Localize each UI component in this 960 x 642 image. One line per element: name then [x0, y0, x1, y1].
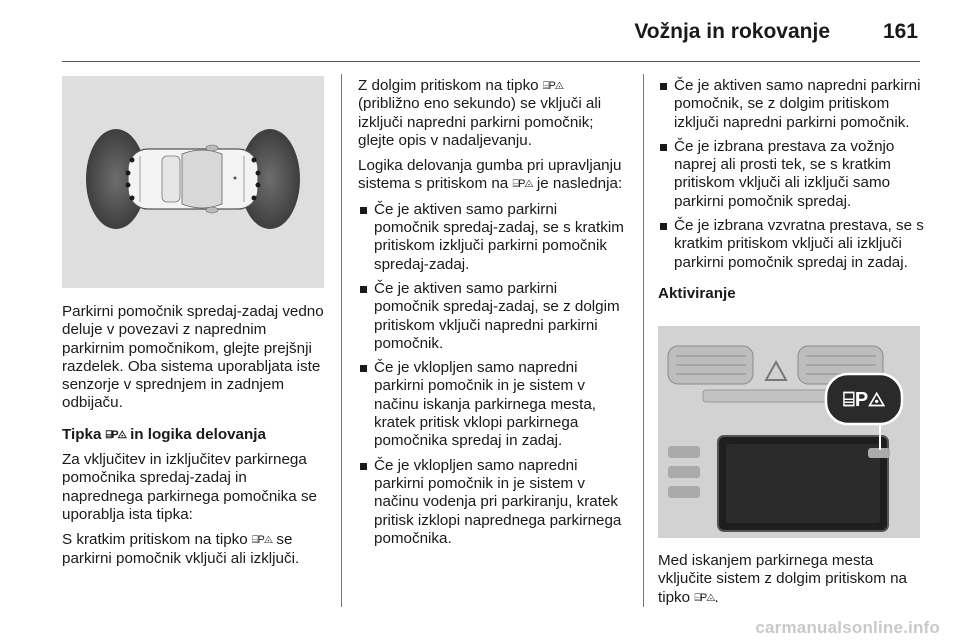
dashboard-button-illustration — [658, 326, 920, 538]
park-assist-button-icon: ⌸P◬ — [842, 389, 886, 411]
column-1-text — [62, 303, 330, 575]
section-heading-activation: Aktiviranje — [658, 284, 736, 302]
logic-bullet-list — [358, 201, 626, 548]
page-number: 161 — [882, 20, 918, 43]
dashboard-svg — [658, 326, 920, 538]
list-item: Če je aktiven samo parkirni pomočnik spredaj-zadaj, se z dolgim pritiskom vključi napredni parkirni pomočnik. — [358, 280, 626, 353]
header-rule — [62, 61, 920, 62]
long-press-paragraph: Z dolgim pritiskom na tipko ⌸P◬ (približno eno sekundo) se vključi ali izključi napredni parkirni pomočnik; glejte opis v nadaljevanju. — [358, 77, 602, 149]
list-item: Če je aktiven samo napredni parkirni pomočnik, se z dolgim pritiskom izključi napredni parkirni pomočnik. — [658, 77, 924, 132]
intro-paragraph: Parkirni pomočnik spredaj-zadaj vedno deluje v povezavi z naprednim parkirnim pomočnikom, glejte prejšnji razdelek. Oba sistema uporabljata iste senzorje v sprednjem in zadnjem odbijaču. — [62, 303, 324, 412]
park-assist-button-icon: ⌸P◬ — [105, 428, 126, 441]
section-heading-button-logic: Tipka ⌸P◬ in logika delovanja — [62, 425, 266, 443]
watermark: carmanualsonline.info — [755, 618, 940, 637]
car-body — [128, 145, 258, 213]
list-item: Če je aktiven samo parkirni pomočnik spredaj-zadaj, se s kratkim pritiskom izključi parkirni pomočnik spredaj-zadaj. — [358, 201, 626, 274]
park-assist-button-icon: ⌸P◬ — [542, 80, 564, 92]
list-item: Če je izbrana vzvratna prestava, se s kratkim pritiskom vključi ali izključi parkirni pomočnik spredaj in zadaj. — [658, 217, 924, 272]
park-assist-button-icon: ⌸P◬ — [251, 534, 273, 547]
logic-bullet-list-continued — [658, 77, 924, 272]
column-divider-2 — [643, 74, 644, 607]
car-sensor-zones-illustration — [62, 76, 324, 288]
column-3-bottom-text — [658, 552, 924, 614]
list-item: Če je vklopljen samo napredni parkirni pomočnik in je sistem v načinu vodenja pri parkiranju, kratek pritisk izklopi naprednega parkirnega pomočnika. — [358, 457, 626, 548]
park-assist-button-icon: ⌸P◬ — [694, 591, 715, 604]
car-top-view-svg — [62, 76, 324, 288]
column-3-text — [658, 77, 924, 310]
park-assist-button-icon: ⌸P◬ — [512, 178, 533, 191]
activation-paragraph: Med iskanjem parkirnega mesta vključite sistem z dolgim pritiskom na tipko ⌸P◬. — [658, 552, 907, 606]
button-usage-paragraph: Za vključitev in izključitev parkirnega pomočnika spredaj-zadaj in naprednega parkirnega pomočnika se uporablja ista tipka: — [62, 451, 317, 523]
page-header-title: Vožnja in rokovanje — [634, 20, 830, 43]
short-press-paragraph: S kratkim pritiskom na tipko ⌸P◬ se parkirni pomočnik vključi ali izključi. — [62, 531, 300, 567]
logic-intro-paragraph: Logika delovanja gumba pri upravljanju sistema s pritiskom na ⌸P◬ je naslednja: — [358, 157, 623, 193]
column-2-text — [358, 77, 626, 554]
list-item: Če je izbrana prestava za vožnjo naprej ali prosti tek, se s kratkim pritiskom vključi ali izključi samo parkirni pomočnik spredaj. — [658, 138, 924, 211]
list-item: Če je vklopljen samo napredni parkirni pomočnik in je sistem v načinu iskanja parkirnega mesta, kratek pritisk vklopi parkirnega pomočnika spredaj in zadaj. — [358, 359, 626, 450]
column-divider-1 — [341, 74, 342, 607]
